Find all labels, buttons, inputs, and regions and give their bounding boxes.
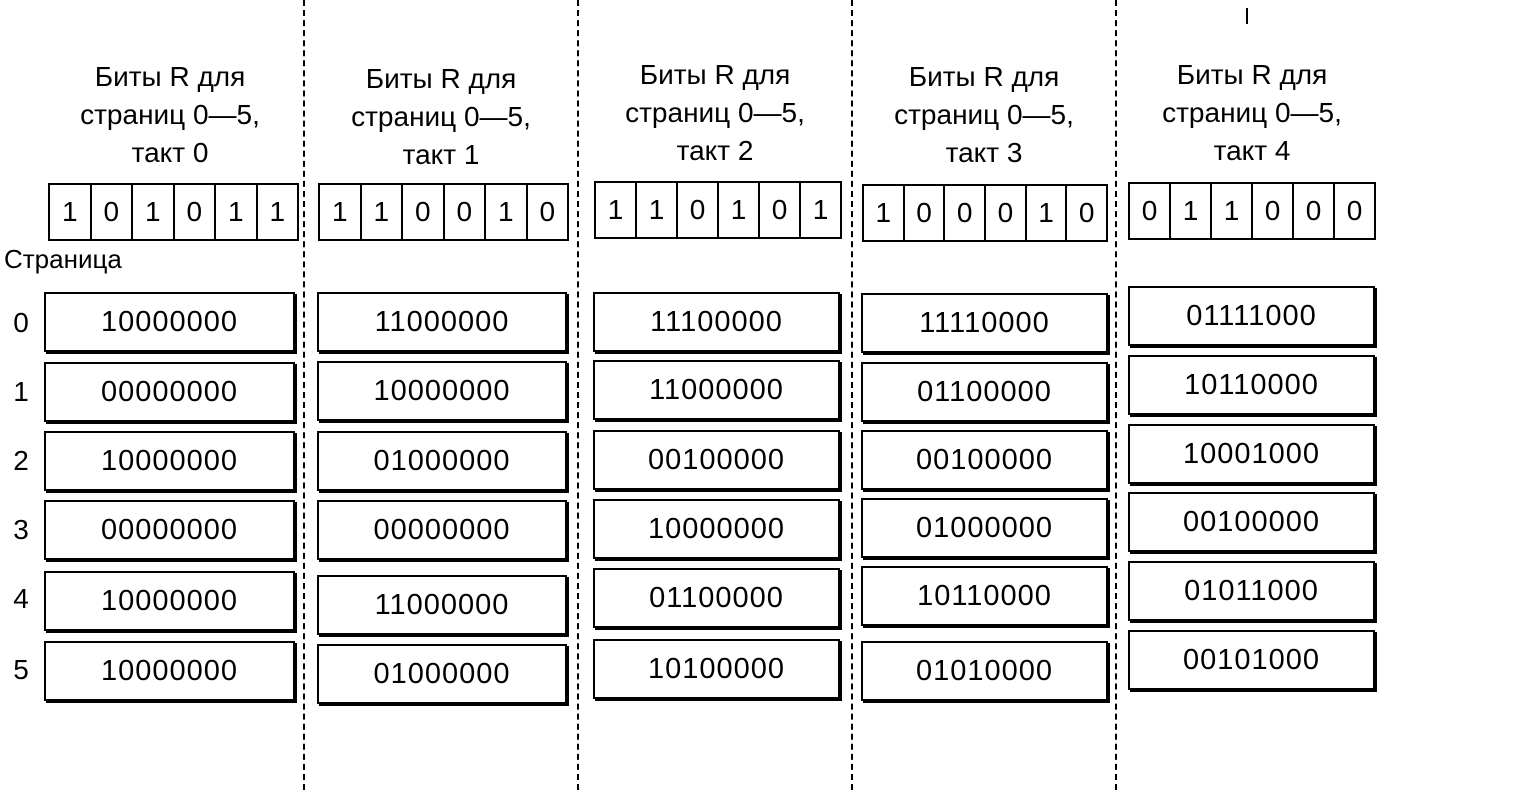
column-title-line: такт 2 — [676, 135, 754, 166]
r-bits-register — [1128, 182, 1376, 240]
r-bit-cell: 1 — [1171, 184, 1212, 238]
column-title — [1117, 56, 1387, 170]
page-counter: 10110000 — [1128, 355, 1375, 415]
page-counter: 00100000 — [593, 430, 840, 490]
r-bit-cell: 1 — [269, 196, 286, 227]
page-counter: 11110000 — [861, 293, 1108, 353]
r-bit-cell: 0 — [403, 185, 445, 239]
r-bit-cell: 1 — [486, 185, 528, 239]
page-header: Страница — [4, 244, 122, 274]
r-bit-cell: 1 — [362, 185, 404, 239]
page-counter: 10000000 — [44, 641, 295, 701]
tick-column-2 — [579, 0, 851, 809]
page-label: 1 — [13, 376, 29, 407]
r-bit-cell: 1 — [1212, 184, 1253, 238]
page-counter: 00000000 — [317, 500, 567, 560]
r-bit-cell: 0 — [678, 183, 719, 237]
page-counter: 10000000 — [44, 431, 295, 491]
page-counter: 01111000 — [1128, 286, 1375, 346]
page-label: 4 — [13, 583, 29, 614]
column-title-line: такт 3 — [945, 137, 1023, 168]
column-title-line: такт 0 — [131, 137, 209, 168]
r-bit-cell: 0 — [539, 196, 556, 227]
column-title-line: страниц 0—5, — [351, 101, 531, 132]
r-bit-cell: 0 — [1253, 184, 1294, 238]
r-bit-cell: 1 — [50, 185, 92, 239]
column-title-line: Биты R для — [365, 63, 517, 94]
page-counter: 00101000 — [1128, 630, 1375, 690]
column-title-line: страниц 0—5, — [894, 99, 1074, 130]
r-bit-cell: 1 — [320, 185, 362, 239]
page-counter: 10110000 — [861, 566, 1108, 626]
page-counter: 11000000 — [317, 575, 567, 635]
r-bit-cell: 1 — [637, 183, 678, 237]
column-title-line: такт 4 — [1213, 135, 1291, 166]
page-counter: 00000000 — [44, 362, 295, 422]
page-counter: 01000000 — [861, 498, 1108, 558]
r-bit-cell: 1 — [864, 186, 905, 240]
r-bit-cell: 1 — [216, 185, 258, 239]
page-counter: 10000000 — [317, 361, 567, 421]
page-counter: 01000000 — [317, 644, 567, 704]
r-bit-cell: 1 — [596, 183, 637, 237]
tick-column-0 — [0, 0, 303, 809]
page-counter: 10000000 — [44, 292, 295, 352]
r-bit-cell: 0 — [175, 185, 217, 239]
r-bit-cell: 0 — [1078, 197, 1095, 228]
column-title-line: Биты R для — [1176, 59, 1328, 90]
r-bit-cell: 0 — [945, 186, 986, 240]
page-counter: 11100000 — [593, 292, 840, 352]
page-counter: 01100000 — [593, 568, 840, 628]
column-title-line: страниц 0—5, — [1162, 97, 1342, 128]
r-bits-register — [594, 181, 842, 239]
page-counter: 00100000 — [861, 430, 1108, 490]
column-title-line: Биты R для — [94, 61, 246, 92]
r-bit-cell: 1 — [1027, 186, 1068, 240]
page-label: 2 — [13, 445, 29, 476]
page-counter: 00100000 — [1128, 492, 1375, 552]
page-counter: 10000000 — [44, 571, 295, 631]
r-bit-cell: 0 — [760, 183, 801, 237]
r-bits-register — [862, 184, 1108, 242]
r-bits-register — [318, 183, 569, 241]
page-counter: 01100000 — [861, 362, 1108, 422]
page-counter: 10100000 — [593, 639, 840, 699]
r-bit-cell: 0 — [905, 186, 946, 240]
r-bit-cell: 0 — [1346, 195, 1363, 226]
r-bits-register — [48, 183, 299, 241]
page-counter: 01010000 — [861, 641, 1108, 701]
page-counter: 11000000 — [593, 360, 840, 420]
r-bit-cell: 0 — [92, 185, 134, 239]
r-bit-cell: 0 — [1130, 184, 1171, 238]
tick-column-1 — [305, 0, 577, 809]
page-counter: 11000000 — [317, 292, 567, 352]
column-title-line: Биты R для — [639, 59, 791, 90]
column-title — [20, 58, 320, 172]
page-counter: 10001000 — [1128, 424, 1375, 484]
column-title — [579, 56, 851, 170]
r-bit-cell: 0 — [445, 185, 487, 239]
r-bit-cell: 0 — [986, 186, 1027, 240]
column-title-line: страниц 0—5, — [625, 97, 805, 128]
column-title-line: Биты R для — [908, 61, 1060, 92]
page-label: 5 — [13, 654, 29, 685]
column-title-line: такт 1 — [402, 139, 480, 170]
column-title — [853, 58, 1115, 172]
page-counter: 01011000 — [1128, 561, 1375, 621]
page-label: 3 — [13, 514, 29, 545]
tick-column-4 — [1117, 0, 1407, 809]
r-bit-cell: 1 — [719, 183, 760, 237]
column-title-line: страниц 0—5, — [80, 99, 260, 130]
page-counter: 01000000 — [317, 431, 567, 491]
r-bit-cell: 1 — [133, 185, 175, 239]
r-bit-cell: 0 — [1294, 184, 1335, 238]
page-label: 0 — [13, 307, 29, 338]
r-bit-cell: 1 — [812, 194, 829, 225]
tick-column-3 — [853, 0, 1115, 809]
column-title — [305, 60, 577, 174]
page-counter: 10000000 — [593, 499, 840, 559]
page-counter: 00000000 — [44, 500, 295, 560]
